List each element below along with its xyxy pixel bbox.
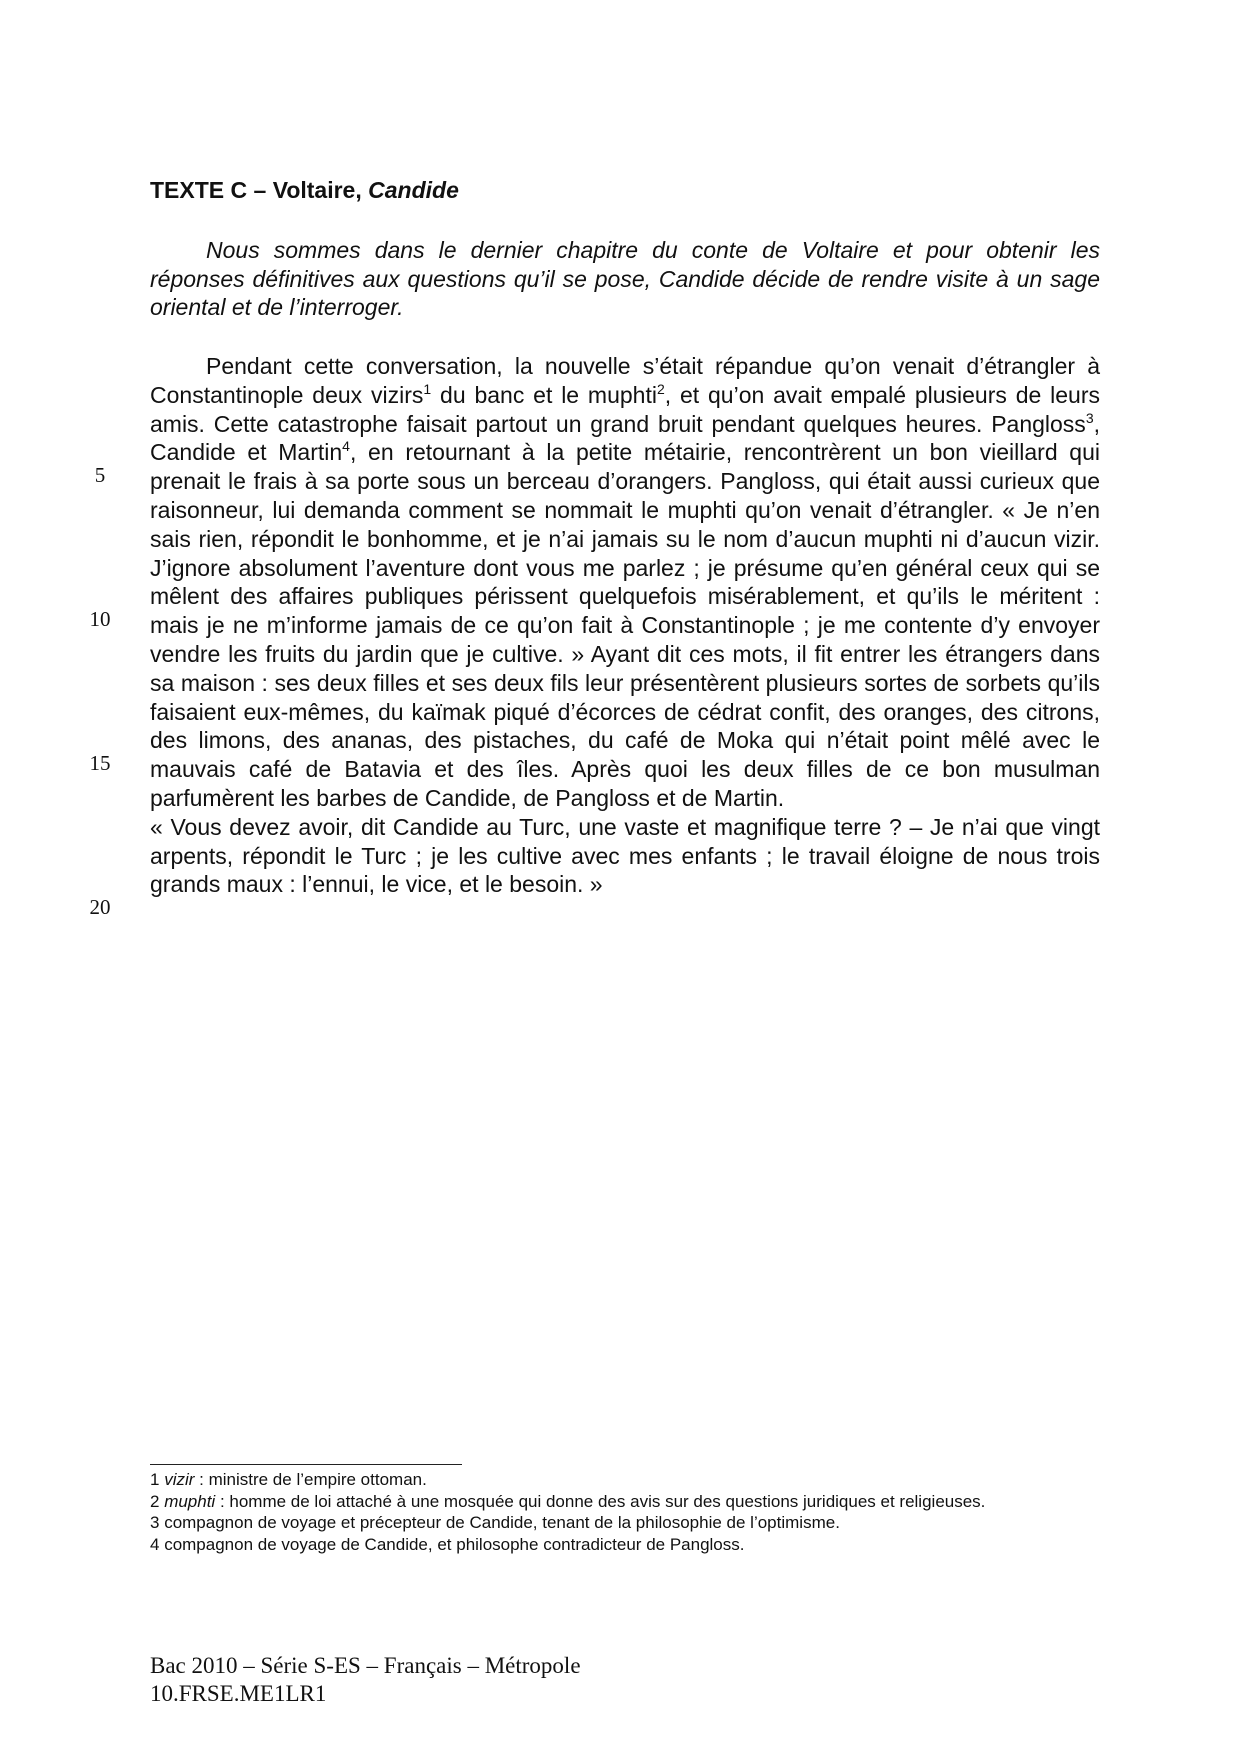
footnote-number: 2 <box>150 1491 165 1511</box>
footnote-3 <box>150 1512 1100 1534</box>
footnote-text: : homme de loi attaché à une mosquée qui donne des avis sur des questions juridiques et religieuses. <box>215 1491 986 1511</box>
footnote-ref-1: 1 <box>423 380 432 397</box>
footnote-ref-4: 4 <box>342 438 350 455</box>
passage-fragment: , et qu’on avait empalé plusieurs de leurs amis. Cette catastrophe faisait partout un grand bruit pendant quelques heures. Pangloss <box>150 381 1100 437</box>
footnote-4 <box>150 1534 1100 1556</box>
footnote-text: compagnon de voyage et précepteur de Candide, tenant de la philosophie de l’optimisme. <box>164 1513 840 1532</box>
intro-paragraph: Nous sommes dans le dernier chapitre du conte de Voltaire et pour obtenir les réponses définitives aux questions qu’il se pose, Candide décide de rendre visite à un sage oriental et de l’interroger. <box>150 237 1100 320</box>
document-title <box>150 176 459 204</box>
footer-exam-info: Bac 2010 – Série S-ES – Français – Métropole <box>150 1653 581 1678</box>
passage-fragment: Pendant cette conversation, la nouvelle s’était répandue qu’on venait d’étrangler à Constantinople deux vizirs <box>150 353 1100 408</box>
line-number-15: 15 <box>89 751 111 775</box>
footnote-1 <box>150 1469 1100 1491</box>
footer-reference-code: 10.FRSE.ME1LR1 <box>150 1681 327 1706</box>
footnote-number: 1 <box>150 1470 165 1489</box>
page-footer <box>150 1652 581 1708</box>
line-number-20: 20 <box>89 895 111 919</box>
line-number-10: 10 <box>89 607 111 631</box>
passage-fragment: du banc et le muphti <box>431 381 657 408</box>
footnote-number: 3 <box>150 1513 165 1532</box>
footnote-text: compagnon de voyage de Candide, et philosophe contradicteur de Pangloss. <box>164 1534 745 1554</box>
title-label: TEXTE C – Voltaire, <box>150 177 369 203</box>
line-number-5: 5 <box>94 463 106 487</box>
footnote-term: vizir <box>164 1470 195 1489</box>
footnote-divider <box>150 1464 462 1465</box>
title-work: Candide <box>368 177 459 203</box>
passage-text <box>150 352 1100 899</box>
passage-paragraph-1 <box>150 352 1100 813</box>
footnote-term: muphti <box>164 1491 216 1511</box>
footnote-text: : ministre de l’empire ottoman. <box>194 1470 427 1489</box>
passage-paragraph-2: « Vous devez avoir, dit Candide au Turc, une vaste et magnifique terre ? – Je n’ai que vingt arpents, répondit le Turc ; je les cultive avec mes enfants ; le travail éloigne de nous trois grands maux : l’ennui, le vice, et le besoin. » <box>150 813 1100 898</box>
footnotes <box>150 1469 1100 1555</box>
footnote-2 <box>150 1491 1100 1513</box>
passage-fragment: , en retournant à la petite métairie, rencontrèrent un bon vieillard qui prenait le frais à sa porte sous un berceau d’orangers. Pangloss, qui était aussi curieux que raisonneur, lui demanda comment se nommait le muphti qu’on venait d’étrangler. « Je n’en sais rien, répondit le bonhomme, et je n’ai jamais su le nom d’aucun muphti ni d’aucun vizir. J’ignore absolument l’aventure dont vous me parlez ; je présume qu’en général ceux qui se mêlent des affaires publiques périssent quelquefois misérablement, et qu’ils le méritent : mais je ne m’informe jamais de ce qu’on fait à Constantinople ; je me contente d’y envoyer vendre les fruits du jardin que je cultive. » Ayant dit ces mots, il fit entrer les étrangers dans sa maison : ses deux filles et ses deux fils leur présentèrent plusieurs sortes de sorbets qu’ils faisaient eux-mêmes, du kaïmak piqué d’écorces de cédrat confit, des oranges, des citrons, des limons, des ananas, des pistaches, du café de Moka qui n’était point mêlé avec le mauvais café de Batavia et des îles. Après quoi les deux filles de ce bon musulman parfumèrent les barbes de Candide, de Pangloss et de Martin. <box>150 439 1100 811</box>
footnote-ref-3: 3 <box>1085 409 1094 426</box>
footnote-ref-2: 2 <box>656 380 665 397</box>
footnote-number: 4 <box>150 1534 165 1554</box>
passage-fragment: , Candide et Martin <box>150 410 1100 466</box>
